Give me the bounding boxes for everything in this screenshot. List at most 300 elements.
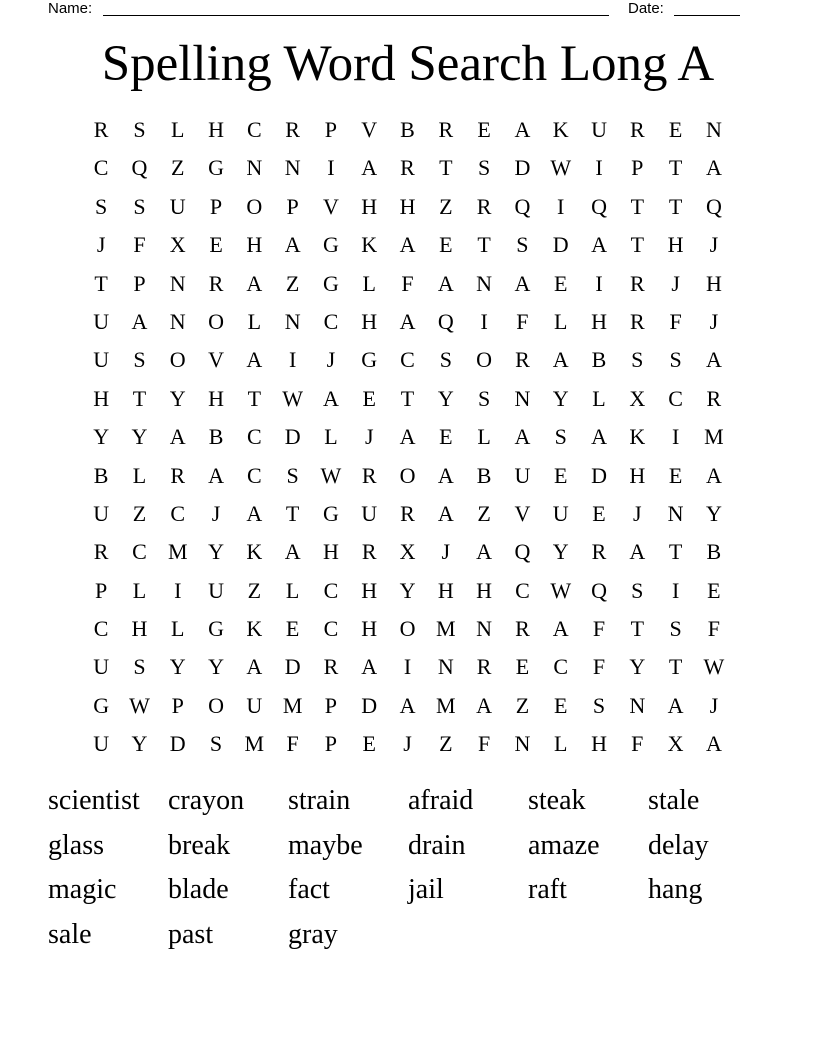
grid-letter: F (401, 270, 414, 296)
grid-letter: P (324, 731, 338, 757)
grid-letter: Z (439, 731, 453, 757)
grid-letter: C (515, 577, 530, 603)
grid-letter: R (400, 500, 415, 526)
grid-letter: R (285, 117, 300, 142)
grid-letter: R (323, 654, 339, 680)
grid-letter: F (516, 308, 529, 334)
grid-letter: S (95, 193, 108, 219)
grid-letter: B (400, 117, 415, 142)
grid-letter: I (403, 654, 412, 680)
grid-letter: A (361, 654, 378, 680)
grid-letter: U (93, 500, 110, 526)
grid-letter: H (399, 193, 416, 219)
word-list-item: scientist (48, 785, 140, 816)
grid-letter: L (132, 577, 147, 603)
grid-letter: N (169, 308, 186, 334)
grid-letter: A (667, 692, 684, 718)
grid-letter: Y (131, 731, 148, 757)
grid-letter: G (208, 616, 224, 642)
grid-letter: J (709, 308, 719, 334)
grid-letter: A (399, 692, 416, 718)
word-list-item: amaze (528, 829, 600, 861)
grid-letter: U (208, 577, 224, 603)
grid-letter: T (400, 385, 415, 411)
grid-letter: M (282, 692, 303, 718)
grid-letter: C (170, 500, 186, 526)
grid-letter: H (476, 577, 493, 603)
grid-letter: T (477, 232, 491, 258)
grid-letter: I (327, 155, 335, 181)
grid-letter: J (364, 424, 374, 450)
grid-letter: S (554, 424, 567, 450)
grid-letter: H (208, 385, 224, 411)
grid-letter: S (286, 462, 299, 488)
grid-letter: D (514, 155, 531, 181)
name-blank-line (103, 15, 609, 16)
grid-letter: R (93, 117, 109, 142)
grid-letter: C (323, 308, 339, 334)
grid-letter: E (209, 232, 223, 258)
grid-letter: A (705, 731, 722, 757)
grid-letter: B (706, 539, 722, 565)
grid-letter: R (629, 117, 645, 142)
grid-letter: Y (705, 500, 722, 526)
grid-letter: A (705, 347, 722, 373)
grid-letter: S (631, 347, 644, 373)
grid-letter: L (592, 385, 606, 411)
grid-letter: I (557, 193, 565, 219)
grid-letter: E (439, 424, 453, 450)
grid-letter: A (399, 424, 416, 450)
word-list-item: steak (528, 785, 586, 816)
grid-letter: X (169, 232, 186, 258)
grid-letter: A (514, 270, 531, 296)
grid-letter: V (361, 117, 378, 142)
grid-letter: D (361, 692, 378, 718)
grid-letter: T (630, 193, 645, 219)
grid-letter: N (284, 155, 301, 181)
grid-letter: H (629, 462, 646, 488)
grid-letter: Y (437, 385, 454, 411)
grid-letter: Z (439, 193, 453, 219)
date-label: Date: (628, 0, 664, 17)
grid-letter: N (629, 692, 646, 718)
grid-letter: N (514, 385, 531, 411)
grid-letter: J (671, 270, 680, 296)
grid-letter: A (629, 539, 646, 565)
grid-letter: I (595, 270, 603, 296)
grid-letter: L (132, 462, 147, 488)
grid-letter: A (437, 500, 454, 526)
word-list-item: maybe (288, 829, 363, 861)
grid-letter: I (671, 577, 680, 603)
grid-letter: P (95, 577, 108, 603)
grid-letter: A (476, 539, 493, 565)
grid-letter: B (476, 462, 492, 488)
grid-letter: E (515, 654, 530, 680)
grid-letter: Q (514, 539, 531, 565)
grid-letter: M (436, 616, 456, 642)
grid-letter: Q (705, 193, 722, 219)
grid-letter: T (439, 155, 453, 181)
grid-letter: V (208, 347, 224, 373)
grid-letter: R (629, 308, 645, 334)
grid-letter: F (477, 731, 491, 757)
grid-letter: A (552, 616, 569, 642)
grid-letter: Q (514, 193, 531, 219)
grid-letter: S (669, 616, 682, 642)
grid-letter: S (631, 577, 644, 603)
grid-letter: A (591, 232, 607, 258)
grid-letter: R (361, 539, 377, 565)
grid-letter: U (246, 692, 263, 718)
grid-letter: A (284, 232, 301, 258)
grid-letter: Z (171, 155, 185, 181)
word-list-item: past (168, 918, 214, 950)
grid-letter: S (133, 193, 146, 219)
word-list-item: fact (288, 874, 330, 905)
grid-letter: E (553, 270, 568, 296)
grid-letter: H (322, 539, 339, 565)
grid-letter: A (514, 424, 531, 450)
grid-letter: T (94, 270, 108, 296)
grid-letter: A (131, 308, 148, 334)
grid-letter: F (592, 654, 606, 680)
grid-letter: E (553, 462, 568, 488)
grid-letter: E (439, 232, 453, 258)
grid-letter: X (629, 385, 646, 411)
grid-letter: A (361, 155, 378, 181)
grid-letter: T (132, 385, 147, 411)
grid-letter: E (553, 692, 568, 718)
grid-letter: Y (552, 539, 569, 565)
date-blank-line (674, 15, 740, 16)
grid-letter: R (476, 654, 492, 680)
grid-letter: M (244, 731, 265, 757)
grid-letter: S (592, 692, 606, 718)
grid-letter: S (133, 654, 146, 680)
word-list-item: magic (48, 874, 117, 905)
grid-letter: D (591, 462, 607, 488)
grid-letter: K (629, 424, 646, 450)
letter-grid (82, 111, 733, 764)
grid-letter: O (169, 347, 186, 373)
grid-letter: E (668, 462, 683, 488)
grid-letter: Z (477, 500, 491, 526)
grid-letter: U (591, 117, 607, 142)
grid-letter: Q (437, 308, 454, 334)
grid-letter: F (133, 232, 146, 258)
grid-letter: F (592, 616, 606, 642)
grid-letter: Y (169, 385, 186, 411)
word-list-item: break (168, 829, 231, 861)
grid-letter: V (322, 193, 339, 219)
grid-letter: B (208, 424, 224, 450)
grid-letter: W (320, 462, 342, 488)
grid-letter: G (322, 232, 339, 258)
grid-letter: I (174, 577, 182, 603)
grid-letter: P (324, 117, 338, 142)
grid-letter: H (591, 731, 607, 757)
grid-letter: L (247, 308, 262, 334)
grid-letter: M (704, 424, 724, 450)
grid-letter: T (668, 539, 683, 565)
grid-letter: N (705, 117, 722, 142)
grid-letter: Y (208, 539, 224, 565)
grid-letter: A (705, 155, 722, 181)
grid-letter: N (284, 308, 301, 334)
grid-letter: A (437, 270, 454, 296)
grid-letter: C (553, 654, 569, 680)
grid-letter: A (246, 270, 263, 296)
grid-letter: T (630, 616, 645, 642)
grid-letter: A (322, 385, 339, 411)
grid-letter: U (514, 462, 531, 488)
grid-letter: D (169, 731, 186, 757)
grid-letter: M (167, 539, 188, 565)
grid-letter: Z (515, 692, 530, 718)
grid-letter: F (707, 616, 721, 642)
grid-letter: J (211, 500, 221, 526)
grid-letter: S (516, 232, 529, 258)
grid-letter: L (324, 424, 338, 450)
grid-letter: U (93, 347, 110, 373)
grid-letter: O (208, 308, 224, 334)
grid-letter: G (322, 270, 339, 296)
grid-letter: C (246, 424, 262, 450)
grid-letter: J (403, 731, 412, 757)
name-label: Name: (48, 0, 93, 17)
grid-letter: C (400, 347, 415, 373)
grid-letter: U (169, 193, 186, 219)
grid-letter: J (709, 692, 719, 718)
word-list-item: sale (48, 918, 92, 950)
grid-letter: E (362, 385, 376, 411)
grid-letter: C (246, 117, 262, 142)
grid-letter: S (477, 155, 491, 181)
grid-letter: S (669, 347, 682, 373)
grid-letter: I (288, 347, 297, 373)
grid-letter: N (514, 731, 531, 757)
grid-letter: Q (131, 155, 148, 181)
grid-letter: U (93, 308, 110, 334)
grid-letter: L (477, 424, 491, 450)
grid-letter: A (399, 232, 416, 258)
grid-letter: L (171, 117, 185, 142)
grid-letter: Q (591, 577, 607, 603)
grid-letter: N (246, 155, 263, 181)
grid-letter: O (399, 616, 416, 642)
grid-letter: N (476, 616, 493, 642)
grid-letter: S (439, 347, 452, 373)
grid-letter: J (709, 232, 719, 258)
grid-letter: N (437, 654, 454, 680)
word-list-item: raft (528, 874, 567, 905)
grid-letter: D (552, 232, 569, 258)
grid-letter: A (399, 308, 416, 334)
word-list-item: gray (288, 918, 338, 950)
grid-letter: P (133, 270, 146, 296)
grid-letter: H (667, 232, 684, 258)
grid-letter: Y (552, 385, 569, 411)
grid-letter: A (591, 424, 607, 450)
grid-letter: E (592, 500, 606, 526)
grid-letter: K (246, 616, 263, 642)
grid-letter: A (705, 462, 722, 488)
grid-letter: J (633, 500, 642, 526)
grid-letter: E (362, 731, 376, 757)
grid-letter: O (246, 193, 263, 219)
grid-letter: R (361, 462, 377, 488)
grid-letter: T (668, 155, 683, 181)
grid-letter: L (553, 731, 568, 757)
grid-letter: R (400, 155, 415, 181)
grid-letter: A (246, 500, 263, 526)
grid-letter: O (399, 462, 416, 488)
word-list-item: glass (48, 829, 104, 861)
grid-letter: F (631, 731, 644, 757)
grid-letter: H (208, 117, 224, 142)
grid-letter: A (552, 347, 569, 373)
grid-letter: Y (399, 577, 416, 603)
word-list-item: jail (408, 874, 444, 905)
grid-letter: H (131, 616, 148, 642)
grid-letter: T (630, 232, 645, 258)
grid-letter: K (361, 232, 378, 258)
grid-letter: Z (247, 577, 262, 603)
grid-letter: L (285, 577, 300, 603)
grid-letter: J (441, 539, 451, 565)
grid-letter: I (480, 308, 488, 334)
grid-letter: A (476, 692, 493, 718)
grid-letter: E (707, 577, 721, 603)
word-list-item: hang (648, 874, 703, 905)
grid-letter: L (362, 270, 376, 296)
grid-letter: R (515, 616, 530, 642)
grid-letter: G (208, 155, 224, 181)
grid-letter: R (476, 193, 492, 219)
grid-letter: H (246, 232, 263, 258)
grid-letter: R (515, 347, 530, 373)
grid-letter: U (552, 500, 569, 526)
grid-letter: H (361, 577, 378, 603)
word-list-item: crayon (168, 785, 245, 816)
grid-letter: Y (131, 424, 148, 450)
grid-letter: E (477, 117, 491, 142)
grid-letter: B (591, 347, 607, 373)
grid-letter: C (132, 539, 147, 565)
grid-letter: R (591, 539, 607, 565)
grid-letter: A (246, 654, 263, 680)
grid-letter: F (669, 308, 682, 334)
grid-letter: S (133, 347, 146, 373)
grid-letter: W (550, 577, 572, 603)
grid-letter: U (93, 731, 110, 757)
grid-letter: C (93, 155, 109, 181)
grid-letter: C (323, 577, 339, 603)
grid-letter: H (93, 385, 110, 411)
grid-letter: C (93, 616, 109, 642)
grid-letter: N (476, 270, 493, 296)
grid-letter: I (671, 424, 680, 450)
grid-letter: F (286, 731, 299, 757)
grid-letter: Y (629, 654, 646, 680)
grid-letter: A (514, 117, 531, 142)
grid-letter: I (595, 155, 603, 181)
word-list-item: delay (648, 829, 709, 861)
grid-letter: T (285, 500, 300, 526)
grid-letter: A (169, 424, 186, 450)
grid-letter: R (629, 270, 645, 296)
word-list-item: drain (408, 829, 466, 861)
grid-letter: J (326, 347, 336, 373)
grid-letter: O (476, 347, 493, 373)
grid-letter: E (668, 117, 683, 142)
grid-letter: A (284, 539, 301, 565)
grid-letter: V (514, 500, 531, 526)
word-list-item: blade (168, 874, 229, 905)
grid-letter: A (437, 462, 454, 488)
word-list-item: afraid (408, 785, 474, 816)
grid-letter: R (93, 539, 109, 565)
grid-letter: B (93, 462, 109, 488)
grid-letter: W (550, 155, 572, 181)
grid-letter: C (246, 462, 262, 488)
grid-letter: E (285, 616, 300, 642)
grid-letter: W (703, 654, 725, 680)
grid-letter: W (129, 692, 150, 718)
grid-letter: R (438, 117, 454, 142)
grid-letter: N (667, 500, 684, 526)
grid-letter: D (284, 424, 301, 450)
grid-letter: T (668, 654, 683, 680)
word-list-item: stale (648, 785, 700, 816)
page-title: Spelling Word Search Long A (101, 36, 715, 92)
grid-letter: C (668, 385, 683, 411)
grid-letter: C (323, 616, 339, 642)
grid-letter: H (361, 308, 378, 334)
grid-letter: K (552, 117, 569, 142)
grid-letter: G (93, 692, 110, 718)
grid-letter: O (208, 692, 224, 718)
grid-letter: P (209, 193, 223, 219)
grid-letter: P (286, 193, 299, 219)
grid-letter: X (667, 731, 684, 757)
grid-letter: N (169, 270, 186, 296)
grid-letter: U (361, 500, 378, 526)
grid-letter: H (591, 308, 607, 334)
word-list-item: strain (288, 785, 351, 816)
grid-letter: K (246, 539, 263, 565)
grid-letter: L (553, 308, 568, 334)
grid-letter: S (133, 117, 146, 142)
grid-letter: P (324, 692, 338, 718)
grid-letter: L (171, 616, 185, 642)
grid-letter: R (706, 385, 722, 411)
grid-letter: J (96, 232, 106, 258)
grid-letter: P (631, 155, 644, 181)
grid-letter: Z (132, 500, 147, 526)
grid-letter: M (436, 692, 456, 718)
grid-letter: T (247, 385, 262, 411)
grid-letter: S (477, 385, 491, 411)
grid-letter: D (284, 654, 301, 680)
grid-letter: S (209, 731, 223, 757)
grid-letter: R (170, 462, 186, 488)
grid-letter: Y (93, 424, 110, 450)
grid-letter: Z (285, 270, 300, 296)
grid-letter: P (171, 692, 184, 718)
